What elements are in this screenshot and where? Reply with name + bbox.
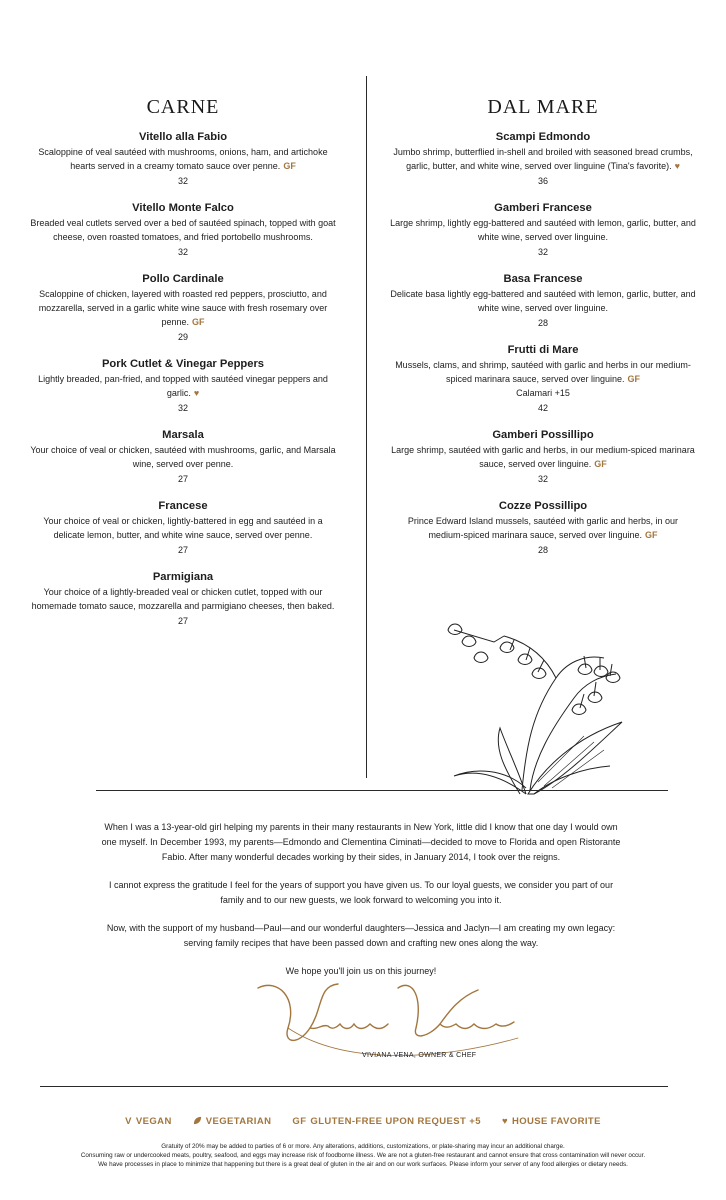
heart-icon: ♥ <box>193 388 200 398</box>
item-description <box>390 145 696 173</box>
menu-item <box>30 571 336 628</box>
item-description: Delicate basa lightly egg-battered and sautéed with lemon, garlic, butter, and white wine, served over linguine. <box>390 289 696 313</box>
item-description <box>30 145 336 173</box>
item-price: 32 <box>177 403 188 413</box>
item-price: 28 <box>537 318 548 328</box>
menu-item <box>390 273 696 330</box>
item-description <box>390 514 696 542</box>
item-description-text: Large shrimp, sautéed with garlic and herbs, in our medium-spiced marinara sauce, served over linguine. <box>391 445 695 469</box>
gf-tag: GF <box>283 161 296 171</box>
gf-tag: GF <box>594 459 607 469</box>
item-name: Pollo Cardinale <box>142 273 224 285</box>
menu-item <box>30 131 336 188</box>
item-description <box>390 443 696 471</box>
section-rule-top <box>96 790 668 791</box>
item-name: Francese <box>158 500 208 512</box>
fine-print-line: Gratuity of 20% may be added to parties of 6 or more. Any alterations, additions, customizations, or plate-sharing may incur an additional charge. <box>161 1143 565 1150</box>
item-price: 32 <box>537 247 548 257</box>
item-price: 36 <box>537 176 548 186</box>
item-description: Breaded veal cutlets served over a bed of sautéed spinach, topped with goat cheese, oven roasted tomatoes, and fried portobello mushrooms. <box>30 218 336 242</box>
menu-item <box>30 202 336 259</box>
dietary-legend <box>0 1116 726 1127</box>
carne-section <box>30 96 336 642</box>
menu-item <box>390 131 696 188</box>
menu-item <box>390 429 696 486</box>
legend-vegetarian <box>193 1116 275 1127</box>
item-price: 32 <box>537 474 548 484</box>
item-name: Gamberi Possillipo <box>492 429 594 441</box>
legend-label: HOUSE FAVORITE <box>511 1116 601 1127</box>
fine-print-line: We have processes in place to minimize that happening but there is a great deal of gluten in the air and on our work surfaces. Please inform your server of any food allergies or dietary needs. <box>98 1161 628 1168</box>
item-description <box>30 372 336 400</box>
item-name: Parmigiana <box>152 571 214 583</box>
dal-mare-title: DAL MARE <box>487 96 599 118</box>
legend-label: VEGETARIAN <box>205 1116 272 1127</box>
menu-item <box>30 358 336 415</box>
item-name: Cozze Possillipo <box>498 500 588 512</box>
item-description: Your choice of veal or chicken, sautéed with mushrooms, garlic, and Marsala wine, served over penne. <box>30 445 336 469</box>
heart-icon: ♥ <box>674 161 680 171</box>
signature-caption: VIVIANA VENA, OWNER & CHEF <box>362 1052 477 1059</box>
item-name: Basa Francese <box>503 273 583 285</box>
item-description: Your choice of a lightly-breaded veal or chicken cutlet, topped with our homemade tomato sauce, mozzarella and parmigiano cheeses, then baked. <box>31 587 335 611</box>
item-description-text: Jumbo shrimp, butterflied in-shell and broiled with seasoned bread crumbs, garlic, butter, and white wine, served over linguine (Tina's favorite). <box>393 147 693 171</box>
gf-icon: GF <box>292 1116 307 1127</box>
item-description: Your choice of veal or chicken, lightly-battered in egg and sautéed in a delicate lemon, butter, and white wine sauce, served over penne. <box>43 516 323 540</box>
owner-signature <box>248 968 528 1078</box>
item-name: Gamberi Francese <box>494 202 592 214</box>
story-closing: We hope you'll join us on this journey! <box>285 966 437 976</box>
item-name: Pork Cutlet & Vinegar Peppers <box>101 358 265 370</box>
item-description-text: Scaloppine of chicken, layered with roasted red peppers, prosciutto, and mozzarella, served in a garlic white wine sauce with fresh rosemary over penne. <box>38 289 328 327</box>
story-paragraph: I cannot express the gratitude I feel for the years of support you have given us. To our loyal guests, we consider you part of our family and to our new guests, we look forward to welcoming you into it. <box>108 880 614 905</box>
owner-story <box>96 820 626 992</box>
item-description-text: Scaloppine of veal sautéed with mushrooms, onions, ham, and artichoke hearts served in a creamy tomato sauce over penne. <box>38 147 328 171</box>
item-price: 42 <box>537 403 548 413</box>
item-name: Vitello Monte Falco <box>132 202 234 214</box>
item-name: Marsala <box>162 429 204 441</box>
gf-tag: GF <box>192 317 205 327</box>
item-description: Large shrimp, lightly egg-battered and sautéed with lemon, garlic, butter, and white wine, served over linguine. <box>390 218 696 242</box>
legend-gluten-free <box>292 1116 484 1127</box>
item-name: Vitello alla Fabio <box>138 131 228 143</box>
menu-item <box>30 273 336 344</box>
fine-print <box>40 1142 686 1169</box>
fine-print-line: Consuming raw or undercooked meats, poultry, seafood, and eggs may increase risk of foodborne illness. We are not a gluten-free restaurant and cannot ensure that cross contamination will never occur. <box>80 1152 646 1159</box>
item-description-text: Lightly breaded, pan-fried, and topped with sautéed vinegar peppers and garlic. <box>38 374 328 398</box>
item-price: 28 <box>537 545 548 555</box>
menu-item <box>390 202 696 259</box>
story-paragraph: Now, with the support of my husband—Paul—and our wonderful daughters—Jessica and Jaclyn—I am creating my own legacy: serving family recipes that have been passed down and crafting new ones along the way. <box>106 923 616 948</box>
item-price: 32 <box>177 247 188 257</box>
item-description <box>30 287 336 329</box>
gf-tag: GF <box>645 530 658 540</box>
menu-item <box>30 429 336 486</box>
leaf-icon <box>193 1116 202 1125</box>
carne-title: CARNE <box>146 96 220 118</box>
menu-item <box>390 500 696 557</box>
menu-item <box>390 344 696 415</box>
item-description-text: Mussels, clams, and shrimp, sautéed with garlic and herbs in our medium-spiced marinara sauce, served over linguine. <box>395 360 691 384</box>
item-price: 27 <box>177 545 188 555</box>
item-name: Scampi Edmondo <box>495 131 591 143</box>
item-price: 27 <box>177 474 188 484</box>
dal-mare-section <box>390 96 696 571</box>
heart-icon: ♥ <box>501 1116 508 1127</box>
item-addon: Calamari +15 <box>516 388 570 398</box>
legend-vegan <box>125 1116 175 1127</box>
legend-label: GLUTEN-FREE UPON REQUEST +5 <box>310 1116 481 1127</box>
vegan-icon: V <box>125 1116 132 1127</box>
item-description-text: Prince Edward Island mussels, sautéed with garlic and herbs, in our medium-spiced marinara sauce, served over linguine. <box>407 516 679 540</box>
item-price: 27 <box>177 616 188 626</box>
item-description <box>390 358 696 386</box>
menu-item <box>30 500 336 557</box>
column-divider <box>366 76 367 778</box>
legend-house-favorite <box>502 1116 601 1127</box>
section-rule-bottom <box>40 1086 668 1087</box>
lily-of-the-valley-illustration <box>434 618 630 796</box>
story-paragraph: When I was a 13-year-old girl helping my parents in their many restaurants in New York, little did I know that one day I would own one myself. In December 1993, my parents—Edmondo and Clementina Ciminati—decided to move to Florida and open Ristorante Fabio. After many wonderful decades working by their sides, in January 2014, I took over the reigns. <box>101 822 621 862</box>
legend-label: VEGAN <box>135 1116 172 1127</box>
gf-tag: GF <box>627 374 641 384</box>
item-price: 29 <box>177 332 188 342</box>
item-price: 32 <box>177 176 188 186</box>
item-name: Frutti di Mare <box>507 344 579 356</box>
